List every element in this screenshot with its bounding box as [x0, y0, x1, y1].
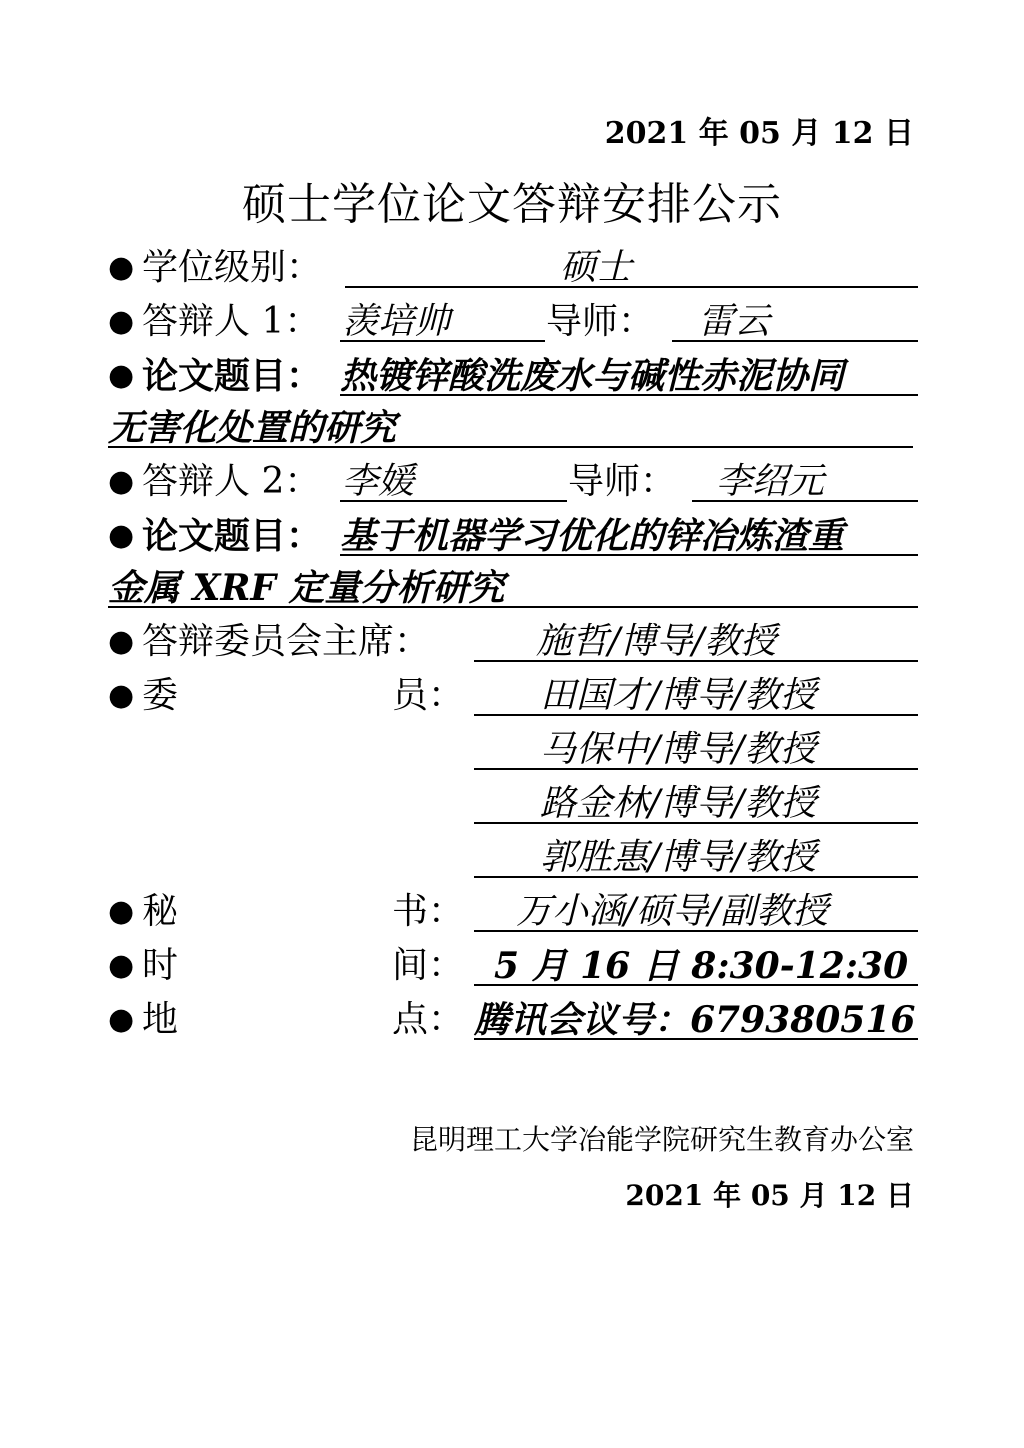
bullet-icon: ● [108, 678, 135, 713]
place-value: 腾讯会议号：679380516 [474, 999, 916, 1041]
thesis1-row [0, 354, 1024, 398]
thesis2-row [0, 514, 1024, 558]
member-item: 郭胜惠/博导/教授 [540, 837, 817, 878]
chair-value: 施哲/博导/教授 [536, 621, 777, 662]
time-label-b: 间： [392, 945, 465, 986]
bullet-icon: ● [108, 464, 135, 499]
thesis2-label: 论文题目： [142, 515, 323, 557]
time-label-a: 时 [142, 945, 179, 986]
member-item: 马保中/博导/教授 [540, 729, 817, 770]
defender1-row [0, 300, 1024, 344]
bullet-icon: ● [108, 304, 135, 339]
page-title: 硕士学位论文答辩安排公示 [242, 179, 782, 230]
member-item: 田国才/博导/教授 [540, 675, 817, 716]
advisor1-label: 导师： [546, 301, 655, 342]
defender2-row [0, 460, 1024, 504]
member-item: 路金林/博导/教授 [540, 783, 817, 824]
degree-row [0, 246, 1024, 290]
bullet-icon: ● [108, 358, 135, 393]
chair-row [0, 620, 1024, 664]
thesis1-row-2 [0, 406, 1024, 450]
members-row-4 [0, 836, 1024, 880]
advisor2-label: 导师： [568, 461, 677, 502]
thesis1-line1: 热镀锌酸洗废水与碱性赤泥协同 [340, 355, 845, 397]
degree-label: 学位级别： [142, 247, 323, 288]
members-row-3 [0, 782, 1024, 826]
defender2-label: 答辩人 2： [142, 461, 321, 502]
secretary-row [0, 890, 1024, 934]
degree-value: 硕士 [560, 247, 633, 288]
place-label-b: 点： [392, 999, 465, 1040]
members-row [0, 674, 1024, 718]
bullet-icon: ● [108, 948, 135, 983]
bullet-icon: ● [108, 624, 135, 659]
thesis1-line2: 无害化处置的研究 [108, 407, 397, 449]
time-value: 5 月 16 日 8:30-12:30 [494, 945, 909, 987]
time-row [0, 944, 1024, 988]
bullet-icon: ● [108, 1002, 135, 1037]
footer-date: 2021 年 05 月 12 日 [625, 1179, 914, 1212]
thesis2-line1: 基于机器学习优化的锌冶炼渣重 [340, 515, 845, 557]
thesis2-row-2 [0, 566, 1024, 610]
bullet-icon: ● [108, 518, 135, 553]
members-row-2 [0, 728, 1024, 772]
members-label-b: 员： [392, 675, 465, 716]
defender1-label: 答辩人 1： [142, 301, 321, 342]
secretary-label-a: 秘 [142, 891, 179, 932]
place-label-a: 地 [142, 999, 179, 1040]
defender1-value: 羡培帅 [342, 301, 451, 342]
chair-label: 答辩委员会主席： [142, 621, 431, 662]
footer-office: 昆明理工大学冶能学院研究生教育办公室 [409, 1123, 914, 1156]
advisor2-value: 李绍元 [716, 461, 825, 502]
secretary-value: 万小涵/硕导/副教授 [516, 891, 829, 932]
defender2-value: 李媛 [342, 461, 415, 502]
bullet-icon: ● [108, 894, 135, 929]
advisor1-value: 雷云 [698, 301, 771, 342]
thesis2-line2: 金属 XRF 定量分析研究 [108, 567, 505, 609]
place-row [0, 998, 1024, 1042]
header-date: 2021 年 05 月 12 日 [604, 116, 914, 151]
secretary-label-b: 书： [392, 891, 465, 932]
members-label-a: 委 [142, 675, 179, 716]
bullet-icon: ● [108, 250, 135, 285]
thesis1-label: 论文题目： [142, 355, 323, 397]
